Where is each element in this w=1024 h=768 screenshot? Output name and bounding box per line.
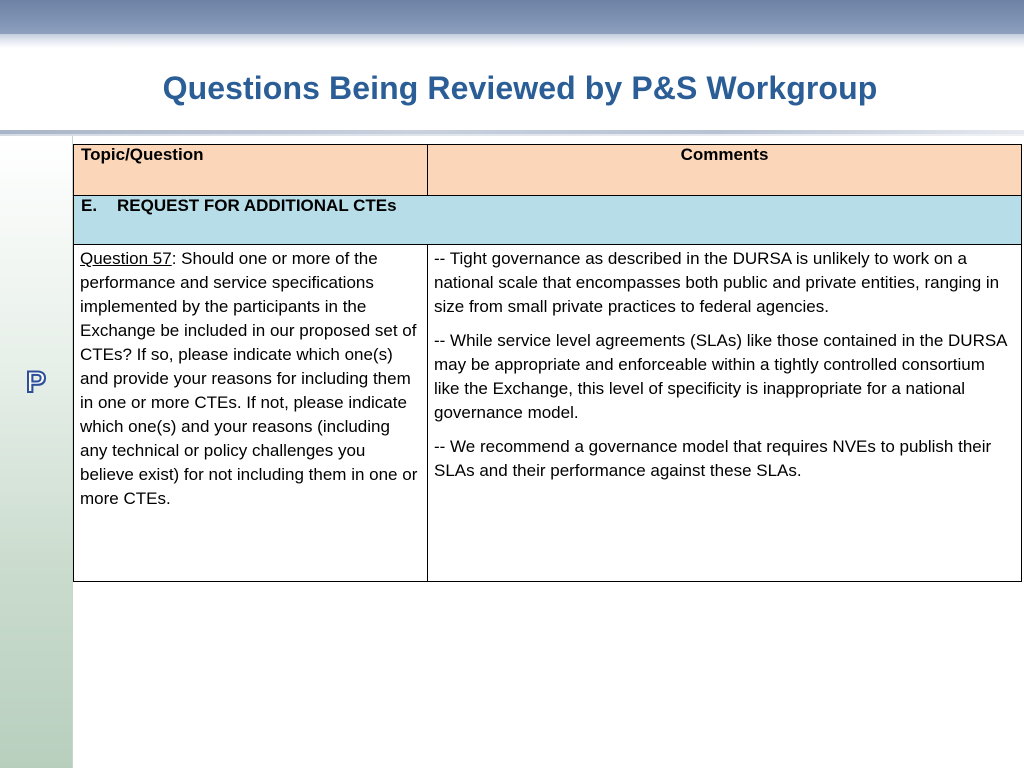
question-text: : Should one or more of the performance and service specifications implemented by the participants in the Exchange be included in our proposed set of CTEs? If so, please indicate which one(s) and provide your reasons for including them in one or more CTEs. If not, please indicate which one(s) and your reasons (including any technical or policy challenges you believe exist) for not including them in one or more CTEs. [80, 249, 418, 508]
questions-table [73, 144, 1022, 582]
comment-1: -- Tight governance as described in the DURSA is unlikely to work on a national scale that encompasses both public and private entities, ranging in size from small private practices to federal agencies. [434, 249, 1000, 316]
header-band [0, 0, 1024, 34]
table-row [74, 245, 1022, 582]
side-strip [0, 136, 73, 768]
question-57-link[interactable]: Question 57 [80, 249, 172, 268]
p-logo-icon: P [26, 366, 47, 399]
section-letter: E. [81, 196, 98, 215]
section-row [74, 196, 1022, 245]
comments-cell [428, 245, 1022, 582]
title-divider-shadow [0, 134, 1024, 136]
section-cell [74, 196, 1022, 245]
topic-question-header: Topic/Question [74, 145, 428, 196]
page-title: Questions Being Reviewed by P&S Workgroup [162, 70, 878, 106]
comment-3: -- We recommend a governance model that requires NVEs to publish their SLAs and their performance against these SLAs. [434, 437, 992, 480]
comments-header: Comments [428, 145, 1022, 196]
section-label: REQUEST FOR ADDITIONAL CTEs [117, 196, 397, 215]
question-cell [74, 245, 428, 582]
comment-2: -- While service level agreements (SLAs) like those contained in the DURSA may be appropriate and enforceable within a tightly controlled consortium like the Exchange, this level of specificity is inappropriate for a national governance model. [434, 331, 1007, 422]
header-band-fade [0, 34, 1024, 48]
table-header-row [74, 145, 1022, 196]
